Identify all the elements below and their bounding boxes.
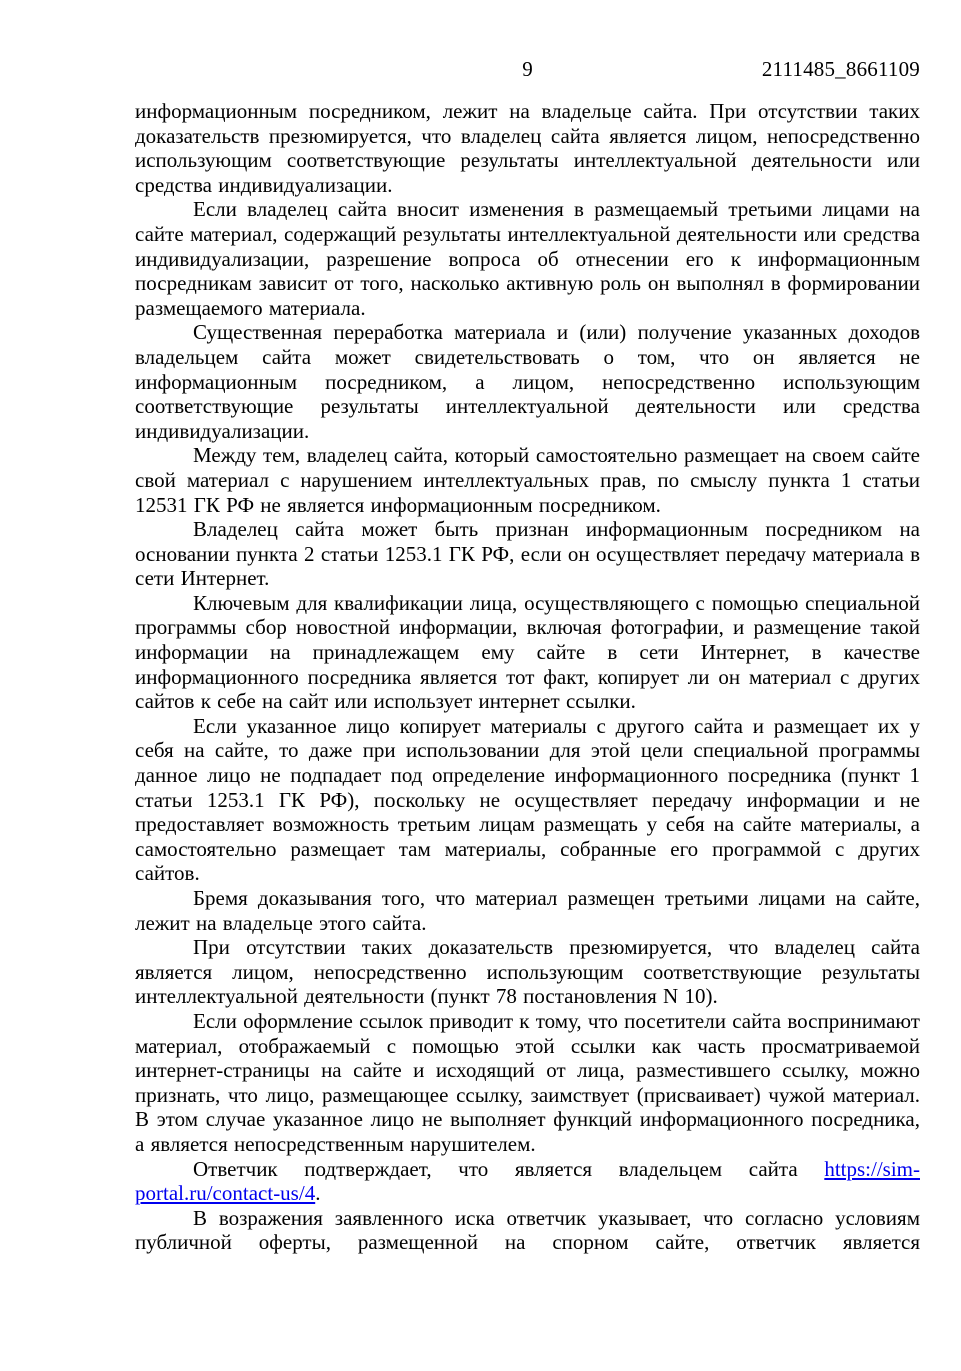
document-body (135, 99, 920, 1255)
page-number: 9 (522, 57, 533, 81)
paragraph: Владелец сайта может быть признан информационным посредником на основании пункта 2 статьи 1253.1 ГК РФ, если он осуществляет передачу материала в сети Интернет. (135, 517, 920, 591)
site-link[interactable]: https://sim-portal.ru/contact-us/4 (135, 1156, 920, 1206)
paragraph: Между тем, владелец сайта, который самостоятельно размещает на своем сайте свой материал с нарушением интеллектуальных прав, по смыслу пункта 1 статьи 12531 ГК РФ не является информационным посредником. (135, 443, 920, 517)
paragraph: Бремя доказывания того, что материал размещен третьими лицами на сайте, лежит на владельце этого сайта. (135, 886, 920, 935)
paragraph: информационным посредником, лежит на владельце сайта. При отсутствии таких доказательств презюмируется, что владелец сайта является лицом, непосредственно использующим соответствующие результаты интеллектуальной деятельности или средства индивидуализации. (135, 99, 920, 197)
paragraph: Если указанное лицо копирует материалы с другого сайта и размещает их у себя на сайте, то даже при использовании для этой цели специальной программы данное лицо не подпадает под определение информационного посредника (пункт 1 статьи 1253.1 ГК РФ), поскольку не осуществляет передачу информации и не предоставляет возможность третьим лицам размещать у себя на сайте материалы, а самостоятельно размещает там материалы, собранные его программой с других сайтов. (135, 713, 920, 886)
paragraph-text: . (315, 1181, 321, 1206)
paragraph: Существенная переработка материала и (или) получение указанных доходов владельцем сайта может свидетельствовать о том, что он является не информационным посредником, а лицом, непосредственно использующим соответствующие результаты интеллектуальной деятельности или средства индивидуализации. (135, 320, 920, 443)
paragraph: В возражения заявленного иска ответчик указывает, что согласно условиям публичной оферты, размещенной на спорном сайте, ответчик является (135, 1205, 920, 1255)
paragraph: При отсутствии таких доказательств презюмируется, что владелец сайта является лицом, непосредственно использующим соответствующие результаты интеллектуальной деятельности (пункт 78 постановления N 10). (135, 935, 920, 1009)
paragraph: Если владелец сайта вносит изменения в размещаемый третьими лицами на сайте материал, содержащий результаты интеллектуальной деятельности или средства индивидуализации, разрешение вопроса об отнесении его к информационным посредникам зависит от того, насколько активную роль он выполнял в формировании размещаемого материала. (135, 197, 920, 320)
page-header (135, 57, 920, 83)
paragraph: Ключевым для квалификации лица, осуществляющего с помощью специальной программы сбор новостной информации, включая фотографии, и размещение такой информации на принадлежащем ему сайте в сети Интернет, в качестве информационного посредника является тот факт, копирует ли он материал с других сайтов к себе на сайт или использует интернет ссылки. (135, 590, 920, 714)
document-id: 2111485_8661109 (761, 57, 920, 81)
paragraph: Если оформление ссылок приводит к тому, что посетители сайта воспринимают материал, отображаемый с помощью этой ссылки как часть просматриваемой интернет-страницы на сайте и исходящий от лица, разместившего ссылку, можно признать, что лицо, размещающее ссылку, заимствует (присваивает) чужой материал. В этом случае указанное лицо не выполняет функций информационного посредника, а является непосредственным нарушителем. (135, 1008, 920, 1156)
paragraph-with-link (135, 1157, 920, 1206)
paragraph-text: Ответчик подтверждает, что является владельцем сайта (193, 1156, 825, 1181)
